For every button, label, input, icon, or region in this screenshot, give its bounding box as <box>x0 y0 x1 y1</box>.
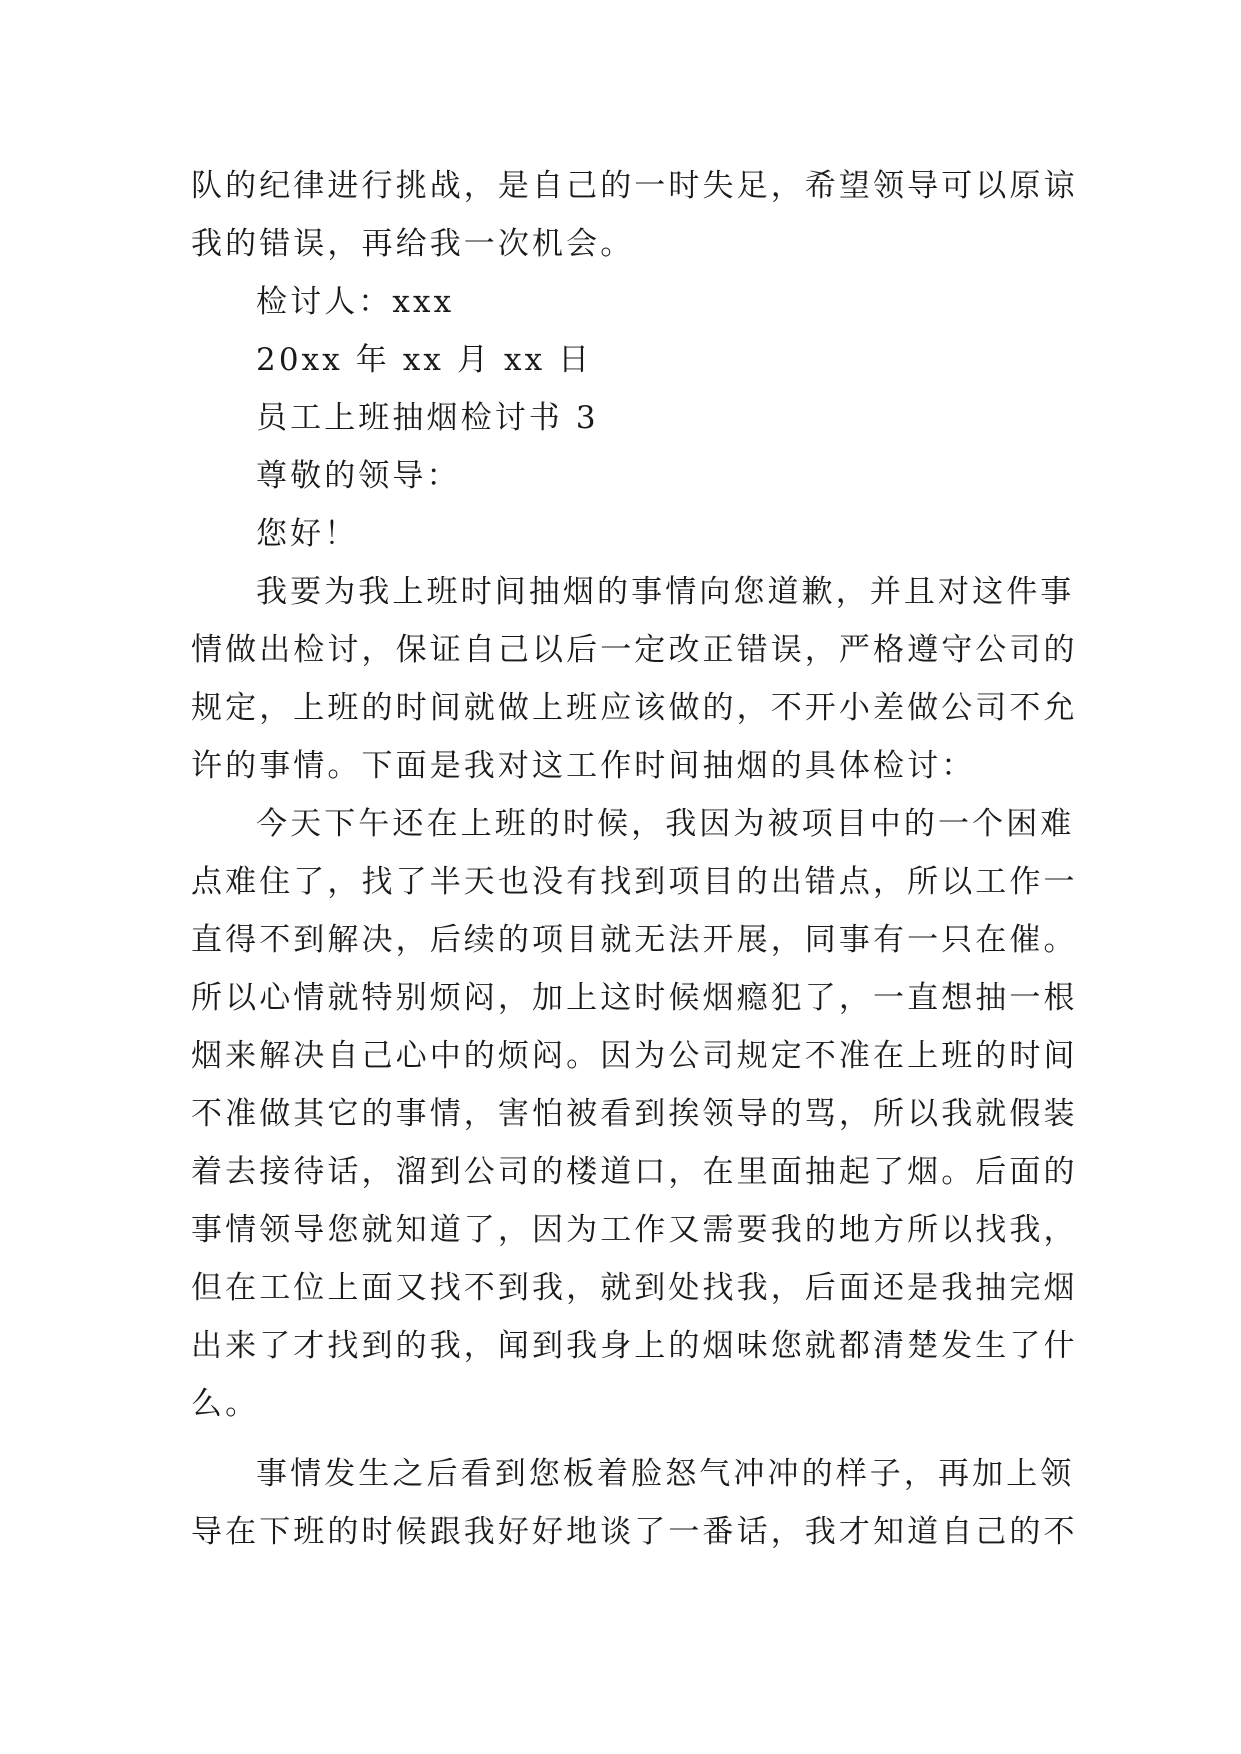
text-line: 我的错误，再给我一次机会。 <box>191 226 635 262</box>
text-line: 导在下班的时候跟我好好地谈了一番话，我才知道自己的不 <box>191 1514 1078 1550</box>
text-line: 事情领导您就知道了，因为工作又需要我的地方所以找我， <box>191 1212 1078 1248</box>
date-line: 20xx 年 xx 月 xx 日 <box>256 342 593 378</box>
text-line: 规定，上班的时间就做上班应该做的，不开小差做公司不允 <box>191 690 1078 726</box>
paragraph-aftermath <box>191 1445 1078 1561</box>
text-line: 我要为我上班时间抽烟的事情向您道歉，并且对这件事 <box>256 574 1075 610</box>
paragraph-apology <box>191 563 1078 795</box>
document-body <box>191 157 1078 1561</box>
text-line: 所以心情就特别烦闷，加上这时候烟瘾犯了，一直想抽一根 <box>191 980 1078 1016</box>
text-line: 队的纪律进行挑战，是自己的一时失足，希望领导可以原谅 <box>191 168 1078 204</box>
salutation: 尊敬的领导： <box>256 458 461 494</box>
text-line: 着去接待话，溜到公司的楼道口，在里面抽起了烟。后面的 <box>191 1154 1078 1190</box>
text-line: 直得不到解决，后续的项目就无法开展，同事有一只在催。 <box>191 922 1078 958</box>
text-line: 点难住了，找了半天也没有找到项目的出错点，所以工作一 <box>191 864 1078 900</box>
text-line: 不准做其它的事情，害怕被看到挨领导的骂，所以我就假装 <box>191 1096 1078 1132</box>
paragraph-incident <box>191 795 1078 1433</box>
signature-line: 检讨人：xxx <box>256 284 455 320</box>
section-title: 员工上班抽烟检讨书 3 <box>256 400 599 436</box>
text-line: 么。 <box>191 1386 260 1422</box>
continuation-paragraph <box>191 157 1078 273</box>
text-line: 事情发生之后看到您板着脸怒气冲冲的样子，再加上领 <box>256 1456 1075 1492</box>
greeting: 您好！ <box>256 516 359 552</box>
text-line: 许的事情。下面是我对这工作时间抽烟的具体检讨： <box>191 748 976 784</box>
text-line: 情做出检讨，保证自己以后一定改正错误，严格遵守公司的 <box>191 632 1078 668</box>
text-line: 烟来解决自己心中的烦闷。因为公司规定不准在上班的时间 <box>191 1038 1078 1074</box>
text-line: 出来了才找到的我，闻到我身上的烟味您就都清楚发生了什 <box>191 1328 1078 1364</box>
text-line: 但在工位上面又找不到我，就到处找我，后面还是我抽完烟 <box>191 1270 1078 1306</box>
text-line: 今天下午还在上班的时候，我因为被项目中的一个困难 <box>256 806 1075 842</box>
